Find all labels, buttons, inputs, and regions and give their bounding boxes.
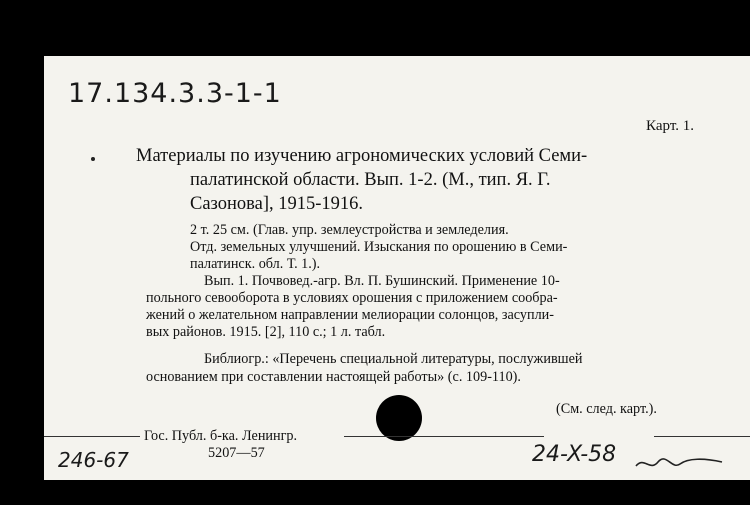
ink-blot [376, 395, 422, 441]
printer-name: Гос. Публ. б-ка. Ленингр. [144, 428, 298, 444]
biblio-line-2: основанием при составлении настоящей работы» (с. 109-110). [146, 369, 521, 385]
see-next-card: (См. след. карт.). [556, 401, 657, 417]
desc-line-3: палатинск. обл. Т. 1.). [190, 256, 321, 272]
call-number: 17.134.3.3-1-1 [68, 78, 282, 109]
title-line-2: палатинской области. Вып. 1-2. (М., тип. Я. Г. [190, 170, 551, 190]
handwritten-date: 24-X-58 [532, 442, 617, 467]
handwritten-number: 246-67 [58, 448, 129, 472]
signature-scribble [634, 452, 724, 474]
bottom-rule-mid [344, 436, 544, 437]
catalog-card [44, 56, 750, 480]
desc-line-2: Отд. земельных улучшений. Изыскания по орошению в Семи- [190, 239, 568, 255]
title-line-1: Материалы по изучению агрономических условий Семи- [136, 146, 588, 166]
bottom-rule-left [44, 436, 140, 437]
volume-line-2: польного севооборота в условиях орошения с приложением сообра- [146, 290, 558, 306]
bullet-mark [91, 157, 95, 161]
desc-line-1: 2 т. 25 см. (Глав. упр. землеустройства и земледелия. [190, 222, 509, 238]
card-number: Карт. 1. [646, 118, 694, 134]
title-line-3: Сазонова], 1915-1916. [190, 194, 364, 214]
volume-line-4: вых районов. 1915. [2], 110 с.; 1 л. табл. [146, 324, 386, 340]
print-code: 5207—57 [208, 445, 265, 461]
bottom-rule-right [654, 436, 750, 437]
biblio-line-1: Библиогр.: «Перечень специальной литературы, послужившей [204, 351, 583, 367]
volume-line-1: Вып. 1. Почвовед.-агр. Вл. П. Бушинский. Применение 10- [204, 273, 560, 289]
volume-line-3: жений о желательном направлении мелиорации солонцов, засупли- [146, 307, 554, 323]
